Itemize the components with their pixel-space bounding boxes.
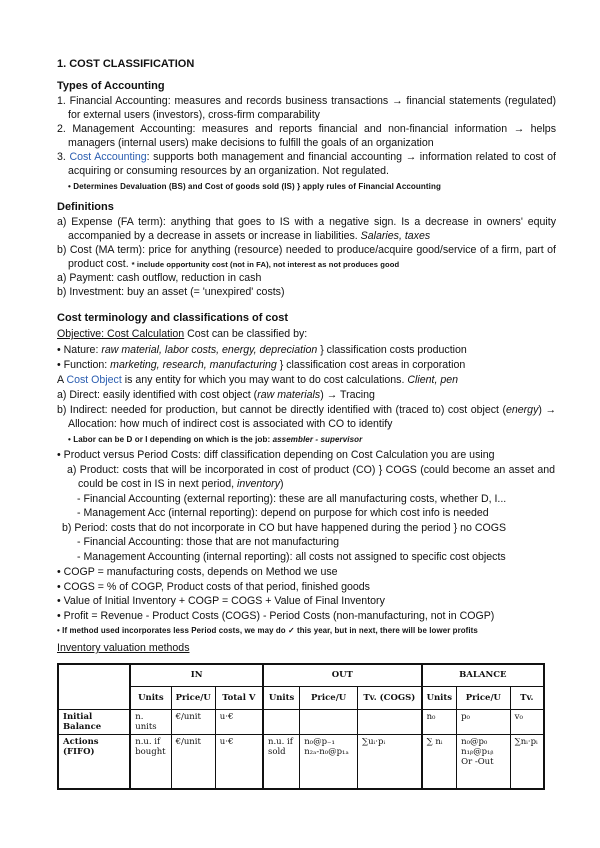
text: a) Direct: easily identified with cost object ( xyxy=(57,389,258,401)
column-header: Price/U xyxy=(300,686,358,709)
inventory-heading: Inventory valuation methods xyxy=(57,642,190,654)
list-item: • Value of Initial Inventory + COGP = COGS + Value of Final Inventory xyxy=(57,595,385,607)
item-example: marketing, research, manufacturing xyxy=(110,359,277,371)
item-label: • Nature: xyxy=(57,344,102,356)
list-item: - Financial Accounting: those that are not manufacturing xyxy=(77,536,340,548)
list-item: b) Period: costs that do not incorporate in CO but have happened during the period } no COGS xyxy=(62,522,507,534)
item-example: assembler - supervisor xyxy=(272,435,363,444)
item-text: b) Cost (MA term): price for anything (resource) needed to produce/acquire good/service of a firm, part of product cost. xyxy=(57,244,556,271)
table-cell: n.u. if bought xyxy=(130,734,171,789)
list-item xyxy=(57,358,545,372)
list-item: • COGP = manufacturing costs, depends on Method we use xyxy=(57,566,338,578)
list-item: • Product versus Period Costs: diff classification depending on Cost Calculation you are using xyxy=(57,449,495,461)
group-header-out: OUT xyxy=(263,664,422,686)
item-text: } classification cost areas in corporation xyxy=(276,359,466,371)
item-example: raw materials xyxy=(257,389,321,401)
text: • Labor can be D or I depending on which is the job: xyxy=(68,435,273,444)
cost-object-term: Cost Object xyxy=(66,374,122,386)
list-item: • COGS = % of COGP, Product costs of that period, finished goods xyxy=(57,581,370,593)
table-row xyxy=(58,734,544,789)
list-item: • Profit = Revenue - Product Costs (COGS) - Period Costs (non-manufacturing, not in COGP) xyxy=(57,610,495,622)
column-header: Units xyxy=(422,686,457,709)
table-cell: n. units xyxy=(130,709,171,734)
column-header: Price/U xyxy=(171,686,215,709)
list-item: - Financial Accounting (external reporting): these are all manufacturing costs, whether D, I... xyxy=(77,493,507,505)
note: • Determines Devaluation (BS) and Cost of goods sold (IS) } apply rules of Financial Accounting xyxy=(68,182,441,191)
list-item: - Management Accounting (internal reporting): all costs not assigned to specific cost objects xyxy=(77,551,506,563)
page-title: 1. COST CLASSIFICATION xyxy=(57,58,195,70)
note: * include opportunity cost (not in FA), not interest as not produces good xyxy=(131,260,400,270)
row-label: Actions (FIFO) xyxy=(58,734,130,789)
text: b) Indirect: needed for production, but cannot be directly identified with (traced to) cost object ( xyxy=(57,404,506,416)
text: A xyxy=(57,374,67,386)
text: a) Product: costs that will be incorporated in cost of product (CO) } COGS (could become an asset and could be cost in IS in next period, xyxy=(67,464,555,491)
table-cell: n₀ xyxy=(422,709,457,734)
group-header-balance: BALANCE xyxy=(422,664,544,686)
table-cell xyxy=(358,709,422,734)
list-item: a) Payment: cash outflow, reduction in cash xyxy=(57,272,262,284)
inventory-table xyxy=(57,663,545,790)
column-header: Tv. xyxy=(510,686,544,709)
list-item xyxy=(57,403,556,432)
item-example: inventory xyxy=(237,478,280,491)
table-cell: p₀ xyxy=(457,709,511,734)
item-example: raw material, labor costs, energy, depreciation xyxy=(101,344,318,356)
item-example: Salaries, taxes xyxy=(360,230,431,243)
cost-accounting-term: Cost Accounting xyxy=(69,151,147,163)
table-cell: n.u. if sold xyxy=(263,734,300,789)
table-cell xyxy=(300,709,358,734)
table-cell: v₀ xyxy=(510,709,544,734)
objective-line xyxy=(57,327,545,341)
text: ) → Allocation: how much of indirect cost is associated with CO to identify xyxy=(68,404,556,431)
row-label: Initial Balance xyxy=(58,709,130,734)
list-item: 2. Management Accounting: measures and reports financial and non-financial information → helps managers (internal users) make decisions to fulfill the goals of an organization xyxy=(57,123,556,150)
item-example: Client, pen xyxy=(407,374,459,386)
table-cell: ∑uᵢ·pᵢ xyxy=(358,734,422,789)
objective-label: Objective: Cost Calculation xyxy=(57,328,185,340)
column-header: Units xyxy=(130,686,171,709)
table-cell: ∑nᵢ·pᵢ xyxy=(510,734,544,789)
item-text: } classification costs production xyxy=(317,344,467,356)
item-example: energy xyxy=(505,404,539,416)
table-subheader-row xyxy=(58,686,544,709)
group-header-in: IN xyxy=(130,664,263,686)
column-header: Total V xyxy=(215,686,263,709)
list-item: b) Investment: buy an asset (= 'unexpired' costs) xyxy=(57,286,285,298)
note xyxy=(57,433,556,447)
list-item xyxy=(57,343,545,357)
column-header: Units xyxy=(263,686,300,709)
list-item: - Management Acc (internal reporting): depend on purpose for which cost info is needed xyxy=(77,507,489,519)
item-text: a) Expense (FA term): anything that goes to IS with a negative sign. Is a decrease in owners' equity accompanied by a decrease in assets or increase in liabilities. xyxy=(57,216,556,243)
cost-object-line xyxy=(57,373,545,387)
table-cell: u·€ xyxy=(215,734,263,789)
text: ) xyxy=(280,478,284,491)
item-text: : supports both management and financial accounting → information related to cost of acquiring or consuming resources by an organization. Not regulated. xyxy=(68,151,557,178)
section-heading-terminology: Cost terminology and classifications of cost xyxy=(57,312,289,324)
item-label: • Function: xyxy=(57,359,111,371)
list-item xyxy=(57,243,556,273)
text: ) → Tracing xyxy=(320,389,375,401)
table-cell: n₀@p₀ n₁ᵦ@p₁ᵦ Or -Out xyxy=(457,734,511,789)
text: is any entity for which you may want to do cost calculations. xyxy=(121,374,408,386)
table-cell: €/unit xyxy=(171,734,215,789)
item-number: 3. xyxy=(57,151,70,163)
corner-cell xyxy=(58,664,130,709)
section-heading-definitions: Definitions xyxy=(57,201,114,213)
section-heading-types: Types of Accounting xyxy=(57,80,165,92)
column-header: Price/U xyxy=(457,686,511,709)
list-item xyxy=(57,388,545,402)
table-cell: n₀@p₋₁ n₂ₐ-n₀@p₁ₐ xyxy=(300,734,358,789)
objective-text: Cost can be classified by: xyxy=(184,328,308,340)
table-cell xyxy=(263,709,300,734)
table-cell: €/unit xyxy=(171,709,215,734)
column-header: Tv. (COGS) xyxy=(358,686,422,709)
list-item xyxy=(62,463,555,492)
list-item xyxy=(57,215,556,244)
note: • If method used incorporates less Period costs, we may do ✓ this year, but in next, there will be lower profits xyxy=(57,626,478,635)
table-cell: u·€ xyxy=(215,709,263,734)
table-row xyxy=(58,709,544,734)
list-item: 1. Financial Accounting: measures and records business transactions → financial statements (regulated) for external users (investors), cross-firm comparability xyxy=(57,95,556,122)
table-cell: ∑ nᵢ xyxy=(422,734,457,789)
list-item xyxy=(57,150,556,179)
